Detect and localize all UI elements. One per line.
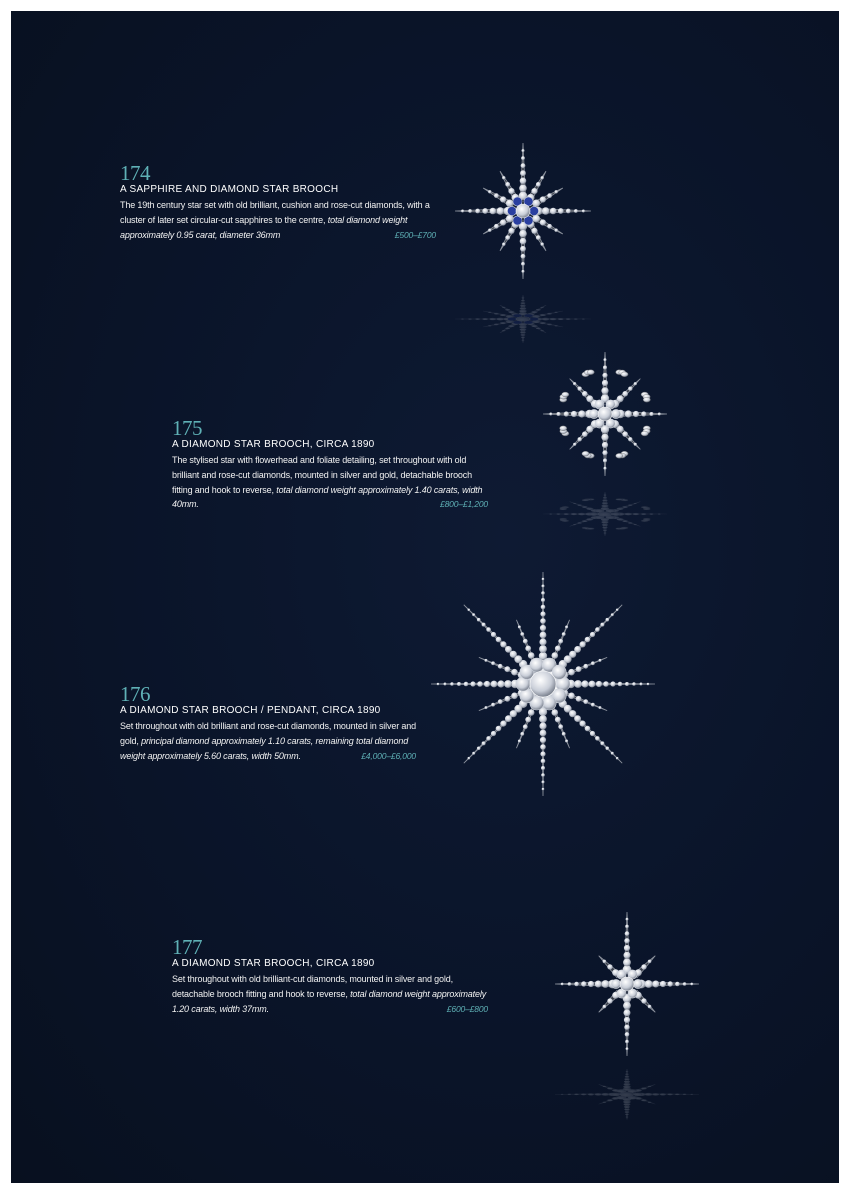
lot-number: 176 xyxy=(120,682,150,706)
description-text: The 19th century star set with old brilliant, cushion and rose-cut diamonds, with a cluster of later set circular-cut sapphires to the centre, xyxy=(120,200,430,225)
estimate: £600–£800 xyxy=(446,1003,488,1014)
description-text: The stylised star with flowerhead and foliate detailing, set throughout with old brilliant and rose-cut diamonds, mounted in silver and gold, detachable brooch fitting and hook to reverse, xyxy=(172,455,472,495)
sapphire-diamond-star-brooch-photo xyxy=(460,139,586,299)
lot-title: A DIAMOND STAR BROOCH, CIRCA 1890 xyxy=(172,439,375,450)
description-text: Set throughout with old brilliant and rose-cut diamonds, mounted in silver and gold, xyxy=(120,721,416,746)
catalogue-page xyxy=(11,11,839,1183)
description-italic: principal diamond approximately 1.10 carats, remaining total diamond weight approximately 5.60 carats, width 50mm. xyxy=(120,735,409,761)
lot-description xyxy=(120,719,416,763)
estimate: £800–£1,200 xyxy=(440,499,488,510)
estimate: £4,000–£6,000 xyxy=(361,750,416,761)
lot-title: A DIAMOND STAR BROOCH, CIRCA 1890 xyxy=(172,958,375,969)
lot-description xyxy=(172,972,488,1016)
description-italic: total diamond weight approximately 0.95 carat, diameter 36mm xyxy=(120,214,408,240)
lot-description xyxy=(172,453,488,512)
lot-174 xyxy=(120,163,436,242)
flowerhead-star-brooch-photo xyxy=(545,346,665,536)
lot-description xyxy=(120,198,436,242)
description-italic: total diamond weight approximately 1.20 carats, width 37mm. xyxy=(172,988,487,1014)
lot-176 xyxy=(120,684,416,763)
lot-title: A SAPPHIRE AND DIAMOND STAR BROOCH xyxy=(120,184,339,195)
lot-number: 174 xyxy=(120,161,150,185)
estimate: £500–£700 xyxy=(394,229,436,240)
description-text: Set throughout with old brilliant-cut diamonds, mounted in silver and gold, detachable brooch fitting and hook to reverse, xyxy=(172,974,453,999)
lot-175 xyxy=(172,418,488,512)
lot-title: A DIAMOND STAR BROOCH / PENDANT, CIRCA 1890 xyxy=(120,705,381,716)
lot-177 xyxy=(172,937,488,1016)
lot-number: 175 xyxy=(172,416,202,440)
description-italic: total diamond weight approximately 1.40 carats, width 40mm. xyxy=(172,484,483,510)
eight-point-star-brooch-photo xyxy=(563,914,691,1114)
lot-number: 177 xyxy=(172,935,202,959)
star-brooch-pendant-photo xyxy=(443,572,643,812)
